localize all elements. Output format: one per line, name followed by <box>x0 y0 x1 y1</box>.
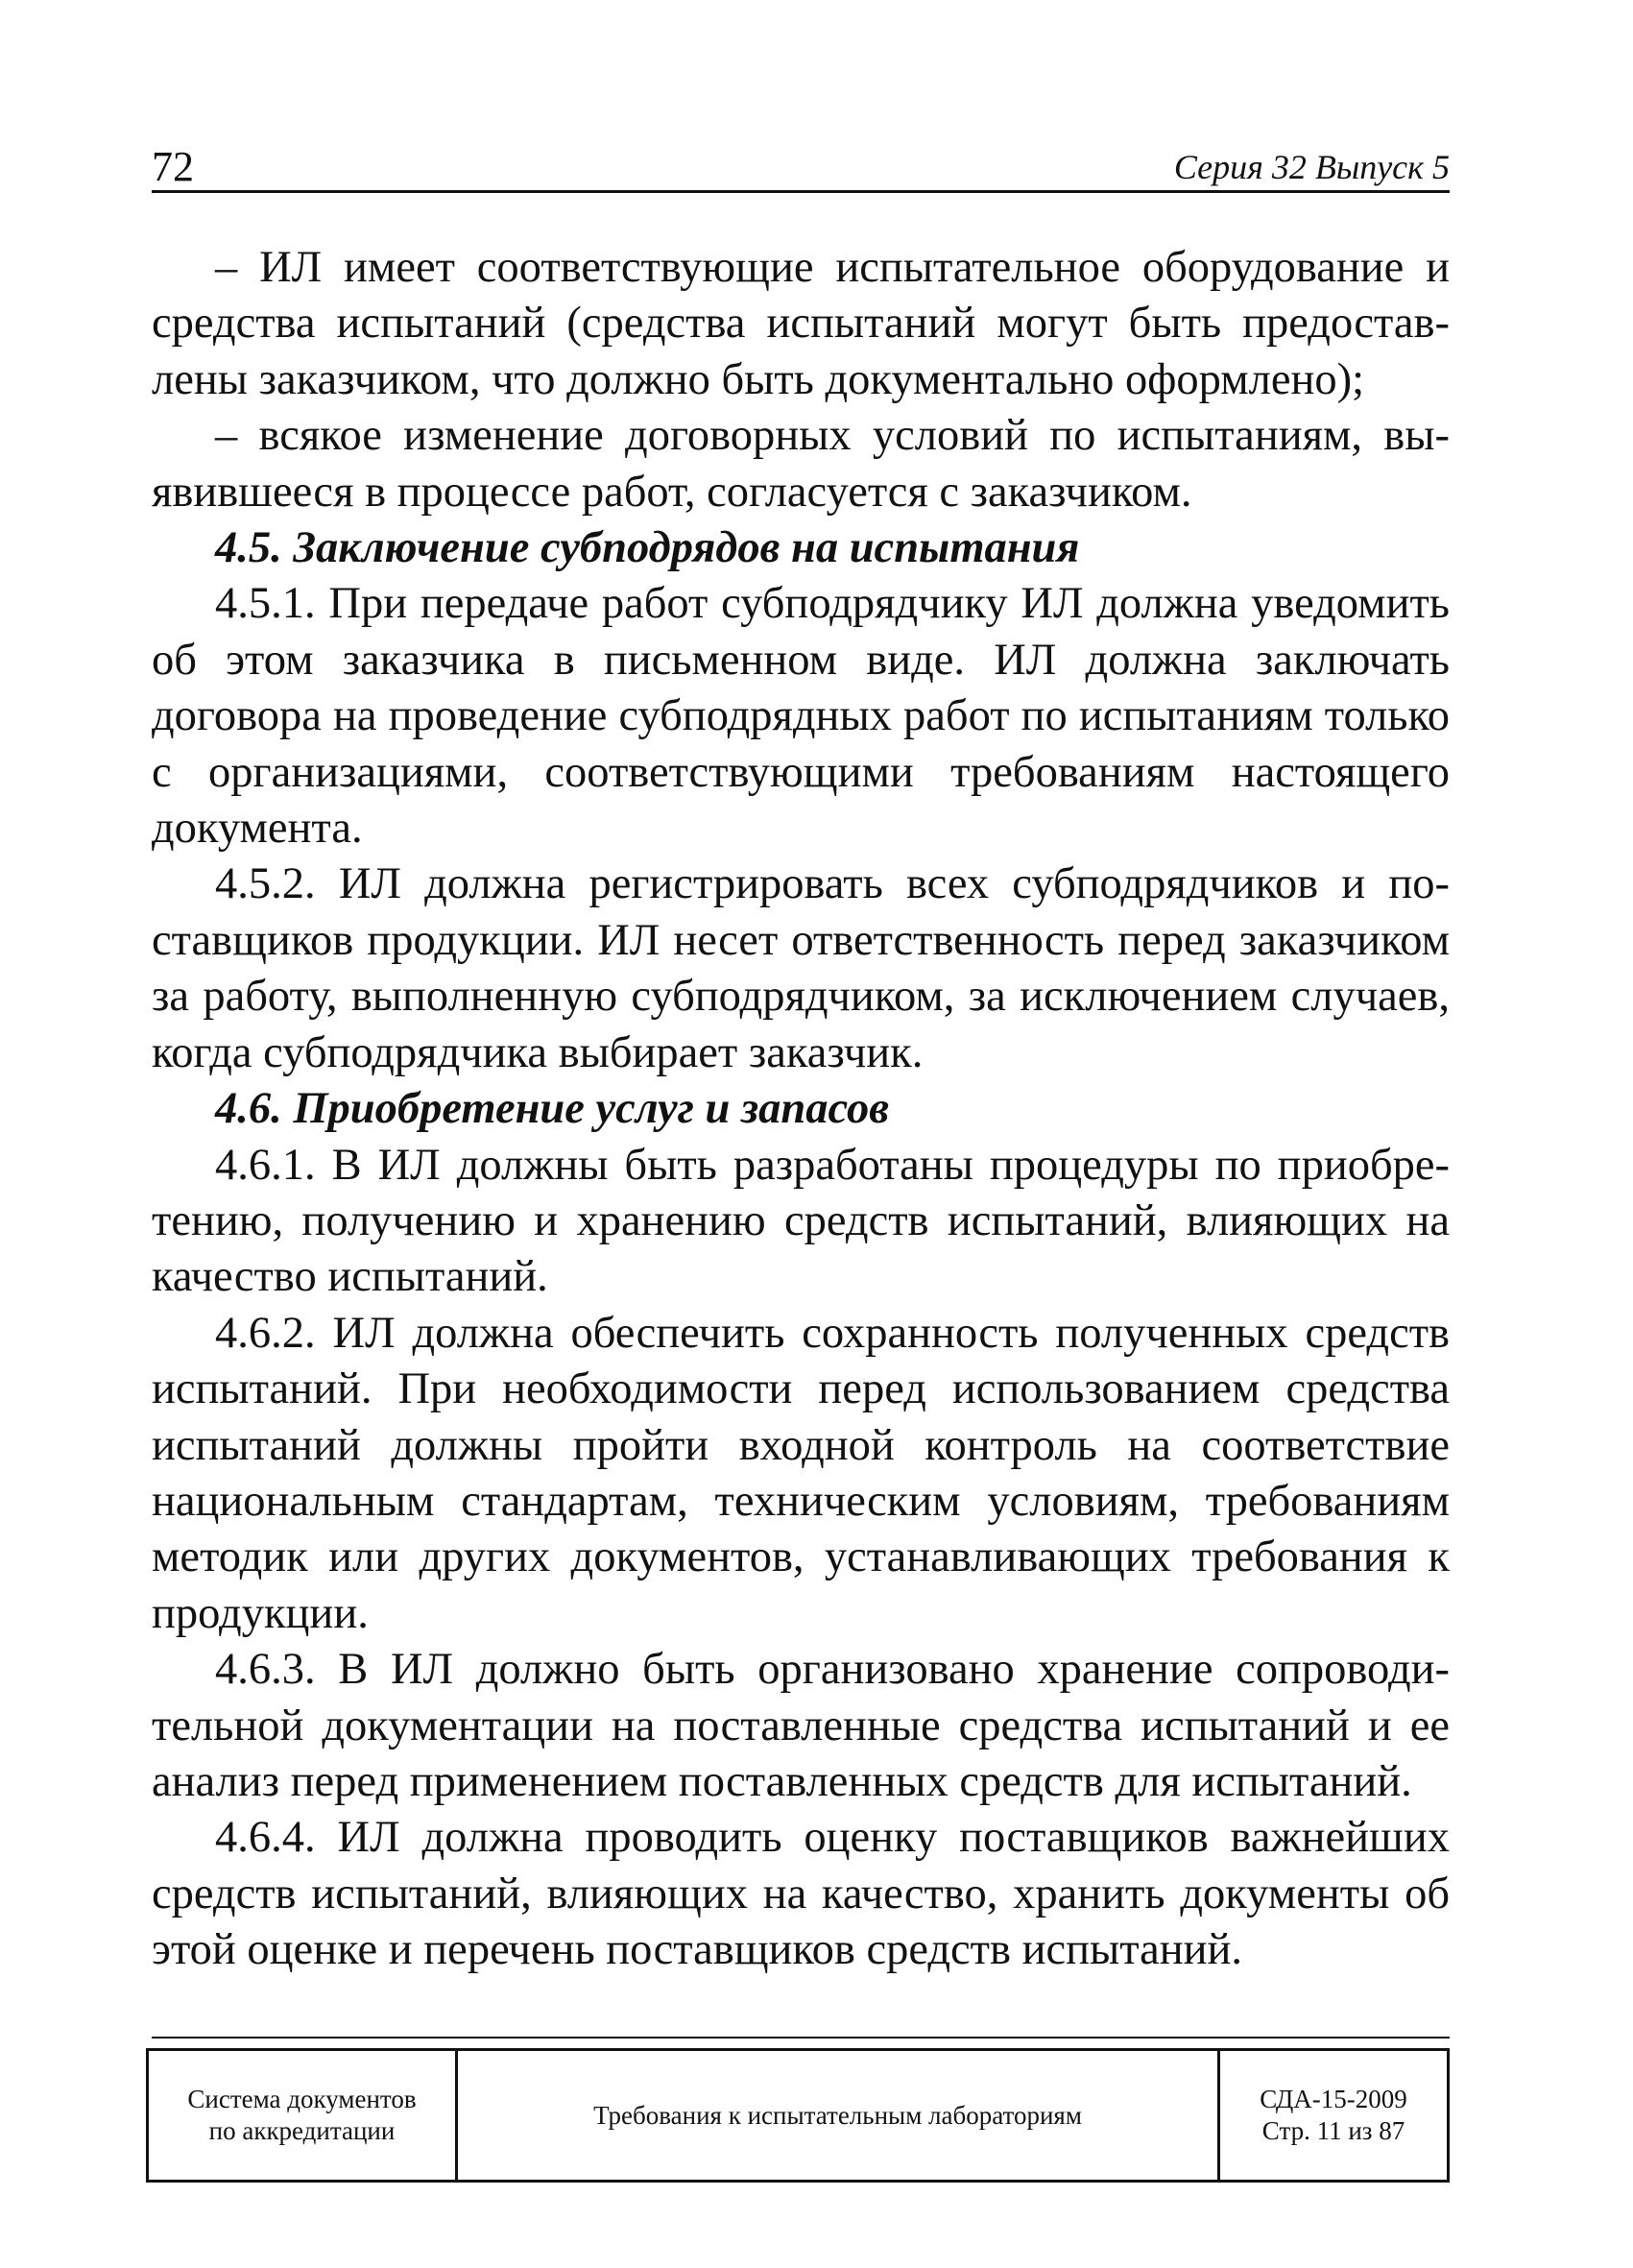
footer-system-line2: по аккредитации <box>208 2116 396 2145</box>
footer-document-title: Требования к испытательным лабораториям <box>593 2100 1082 2130</box>
footer-cell-title <box>458 2051 1220 2180</box>
paragraph-4-6-3: 4.6.3. В ИЛ должно быть организовано хранение сопроводительной документации на поставленные средства испытаний и ее анализ перед применением поставленных средств для испытаний. <box>152 1645 1450 1806</box>
footer-table <box>146 2048 1450 2183</box>
paragraph-4-5-2: 4.5.2. ИЛ должна регистрировать всех субподрядчиков и поставщиков продукции. ИЛ несет ответственность перед заказчиком за работу, выполненную субподрядчиком, за исключением случаев, когда субподрядчика выбирает заказчик. <box>152 859 1450 1077</box>
page-header <box>152 142 1450 192</box>
footer-page-count: Стр. 11 из 87 <box>1261 2116 1405 2145</box>
paragraph-contract-changes: – всякое изменение договорных условий по испытаниям, выявившееся в процессе работ, согласуется с заказчиком. <box>152 411 1450 517</box>
footer-system-line1: Система документов <box>187 2085 417 2113</box>
footer-cell-system <box>149 2051 458 2180</box>
header-rule <box>152 190 1450 193</box>
body-text <box>152 240 1450 1979</box>
section-heading-4-5: 4.5. Заключение субподрядов на испытания <box>215 523 1080 573</box>
footer-document-code: СДА-15-2009 <box>1260 2085 1407 2113</box>
section-heading-4-6: 4.6. Приобретение услуг и запасов <box>215 1084 889 1134</box>
paragraph-equipment: – ИЛ имеет соответствующие испытательное оборудование и средства испытаний (средства испытаний могут быть предоставлены заказчиком, что должно быть документально оформлено); <box>152 243 1450 404</box>
page-number: 72 <box>152 143 194 190</box>
paragraph-4-6-4: 4.6.4. ИЛ должна проводить оценку поставщиков важнейших средств испытаний, влияющих на качество, хранить документы об этой оценке и перечень поставщиков средств испытаний. <box>152 1813 1450 1975</box>
running-head: Серия 32 Выпуск 5 <box>1173 148 1450 186</box>
footer-cell-code <box>1220 2051 1447 2180</box>
paragraph-4-6-2: 4.6.2. ИЛ должна обеспечить сохранность полученных средств испытаний. При необходимости перед использованием средства испытаний должны пройти входной контроль на соответствие национальным стандартам, техническим условиям, требованиям методик или других документов, устанавливающих требования к продукции. <box>152 1308 1450 1638</box>
footer-rule <box>152 2037 1450 2039</box>
paragraph-4-6-1: 4.6.1. В ИЛ должны быть разработаны процедуры по приобретению, получению и хранению средств испытаний, влияющих на качество испытаний. <box>152 1140 1450 1302</box>
paragraph-4-5-1: 4.5.1. При передаче работ субподрядчику ИЛ должна уведомить об этом заказчика в письменном виде. ИЛ должна заключать договора на проведение субподрядных работ по испытаниям только с организациями, соответствующими требованиям настоящего документа. <box>152 579 1450 854</box>
